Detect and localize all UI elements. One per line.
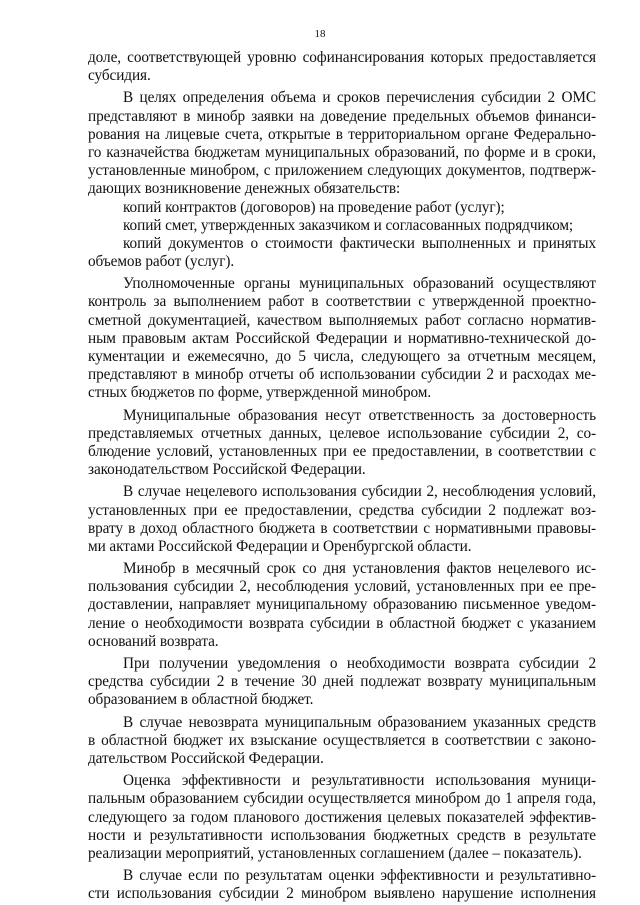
text-line: Муниципальные образования несут ответственность за достоверность xyxy=(123,406,596,424)
text-line: ности и результативности использования бюджетных средств в результате xyxy=(88,826,596,844)
text-line: Оценка эффективности и результативности использования муници- xyxy=(123,772,596,790)
text-line: копий смет, утвержденных заказчиком и согласованных подрядчиком; xyxy=(123,216,574,234)
text-line: В случае нецелевого использования субсидии 2, несоблюдения условий, xyxy=(123,483,596,501)
text-line: доставлении, направляет муниципальному образованию письменное уведом- xyxy=(88,596,596,614)
text-line: рования на лицевые счета, открытые в территориальном органе Федерально- xyxy=(88,125,596,143)
page-number: 18 xyxy=(314,28,326,40)
text-line: представляют в минобр отчеты об использовании субсидии 2 и расходах ме- xyxy=(88,366,596,384)
text-line: субсидия. xyxy=(88,67,151,85)
text-line: установленные минобром, с приложением следующих документов, подтверж- xyxy=(88,162,596,180)
text-line: средства субсидии 2 в течение 30 дней подлежат возврату муниципальным xyxy=(88,673,596,691)
text-line: контроль за выполнением работ в соответствии с утвержденной проектно- xyxy=(88,293,596,311)
text-line: врату в доход областного бюджета в соответствии с нормативными правовы- xyxy=(88,519,596,537)
text-line: сметной документацией, качеством выполняемых работ согласно норматив- xyxy=(88,311,596,329)
text-line: пользования субсидии 2, несоблюдения условий, установленных при ее пре- xyxy=(88,578,596,596)
text-line: представляют в минобр заявки на доведение предельных объемов финанси- xyxy=(88,107,596,125)
text-line: в областной бюджет их взыскание осуществляется в соответствии с законо- xyxy=(88,731,596,749)
text-line: следующего за годом планового достижения целевых показателей эффектив- xyxy=(88,808,596,826)
text-line: дательством Российской Федерации. xyxy=(88,749,324,767)
text-line: образованием в областной бюджет. xyxy=(88,691,314,709)
text-line: ление о необходимости возврата субсидии в областной бюджет с указанием xyxy=(88,614,596,632)
text-line: доле, соответствующей уровню софинансирования которых предоставляется xyxy=(88,49,596,66)
text-line: ми актами Российской Федерации и Оренбургской области. xyxy=(88,537,472,555)
text-line: копий контрактов (договоров) на проведение работ (услуг); xyxy=(123,198,505,216)
text-line: ным правовым актам Российской Федерации и нормативно-технической до- xyxy=(88,329,596,347)
text-line: При получении уведомления о необходимости возврата субсидии 2 xyxy=(123,655,596,672)
text-line: Уполномоченные органы муниципальных образований осуществляют xyxy=(123,275,596,293)
text-line: кументации и ежемесячно, до 5 числа, следующего за отчетным месяцем, xyxy=(88,348,596,365)
text-line: законодательством Российской Федерации. xyxy=(88,461,366,479)
text-line: реализации мероприятий, установленных соглашением (далее – показатель). xyxy=(88,844,582,862)
text-line: копий документов о стоимости фактически выполненных и принятых xyxy=(123,234,596,252)
text-line: го казначейства бюджетам муниципальных образований, по форме и в сроки, xyxy=(88,143,596,161)
text-line: дающих возникновение денежных обязательств: xyxy=(88,180,401,198)
text-line: В целях определения объема и сроков перечисления субсидии 2 ОМС xyxy=(123,89,596,107)
text-line: установленных при ее предоставлении, средства субсидии 2 подлежат воз- xyxy=(88,501,596,519)
document-body xyxy=(88,49,596,903)
text-line: объемов работ (услуг). xyxy=(88,253,235,271)
text-line: блюдение условий, установленных при ее предоставлении, в соответствии с xyxy=(88,442,596,460)
text-line: Минобр в месячный срок со дня установления фактов нецелевого ис- xyxy=(123,560,596,578)
text-line: оснований возврата. xyxy=(88,632,219,650)
text-line: В случае если по результатам оценки эффективности и результативно- xyxy=(123,867,596,885)
text-line: В случае невозврата муниципальным образованием указанных средств xyxy=(123,713,596,731)
text-line: представляемых отчетных данных, целевое использование субсидии 2, со- xyxy=(88,424,596,442)
text-line: пальным образованием субсидии осуществляется минобром до 1 апреля года, xyxy=(88,790,596,808)
text-line: стных бюджетов по форме, утвержденной минобром. xyxy=(88,384,432,402)
text-line: сти использования субсидии 2 минобром выявлено нарушение исполнения xyxy=(88,885,596,903)
